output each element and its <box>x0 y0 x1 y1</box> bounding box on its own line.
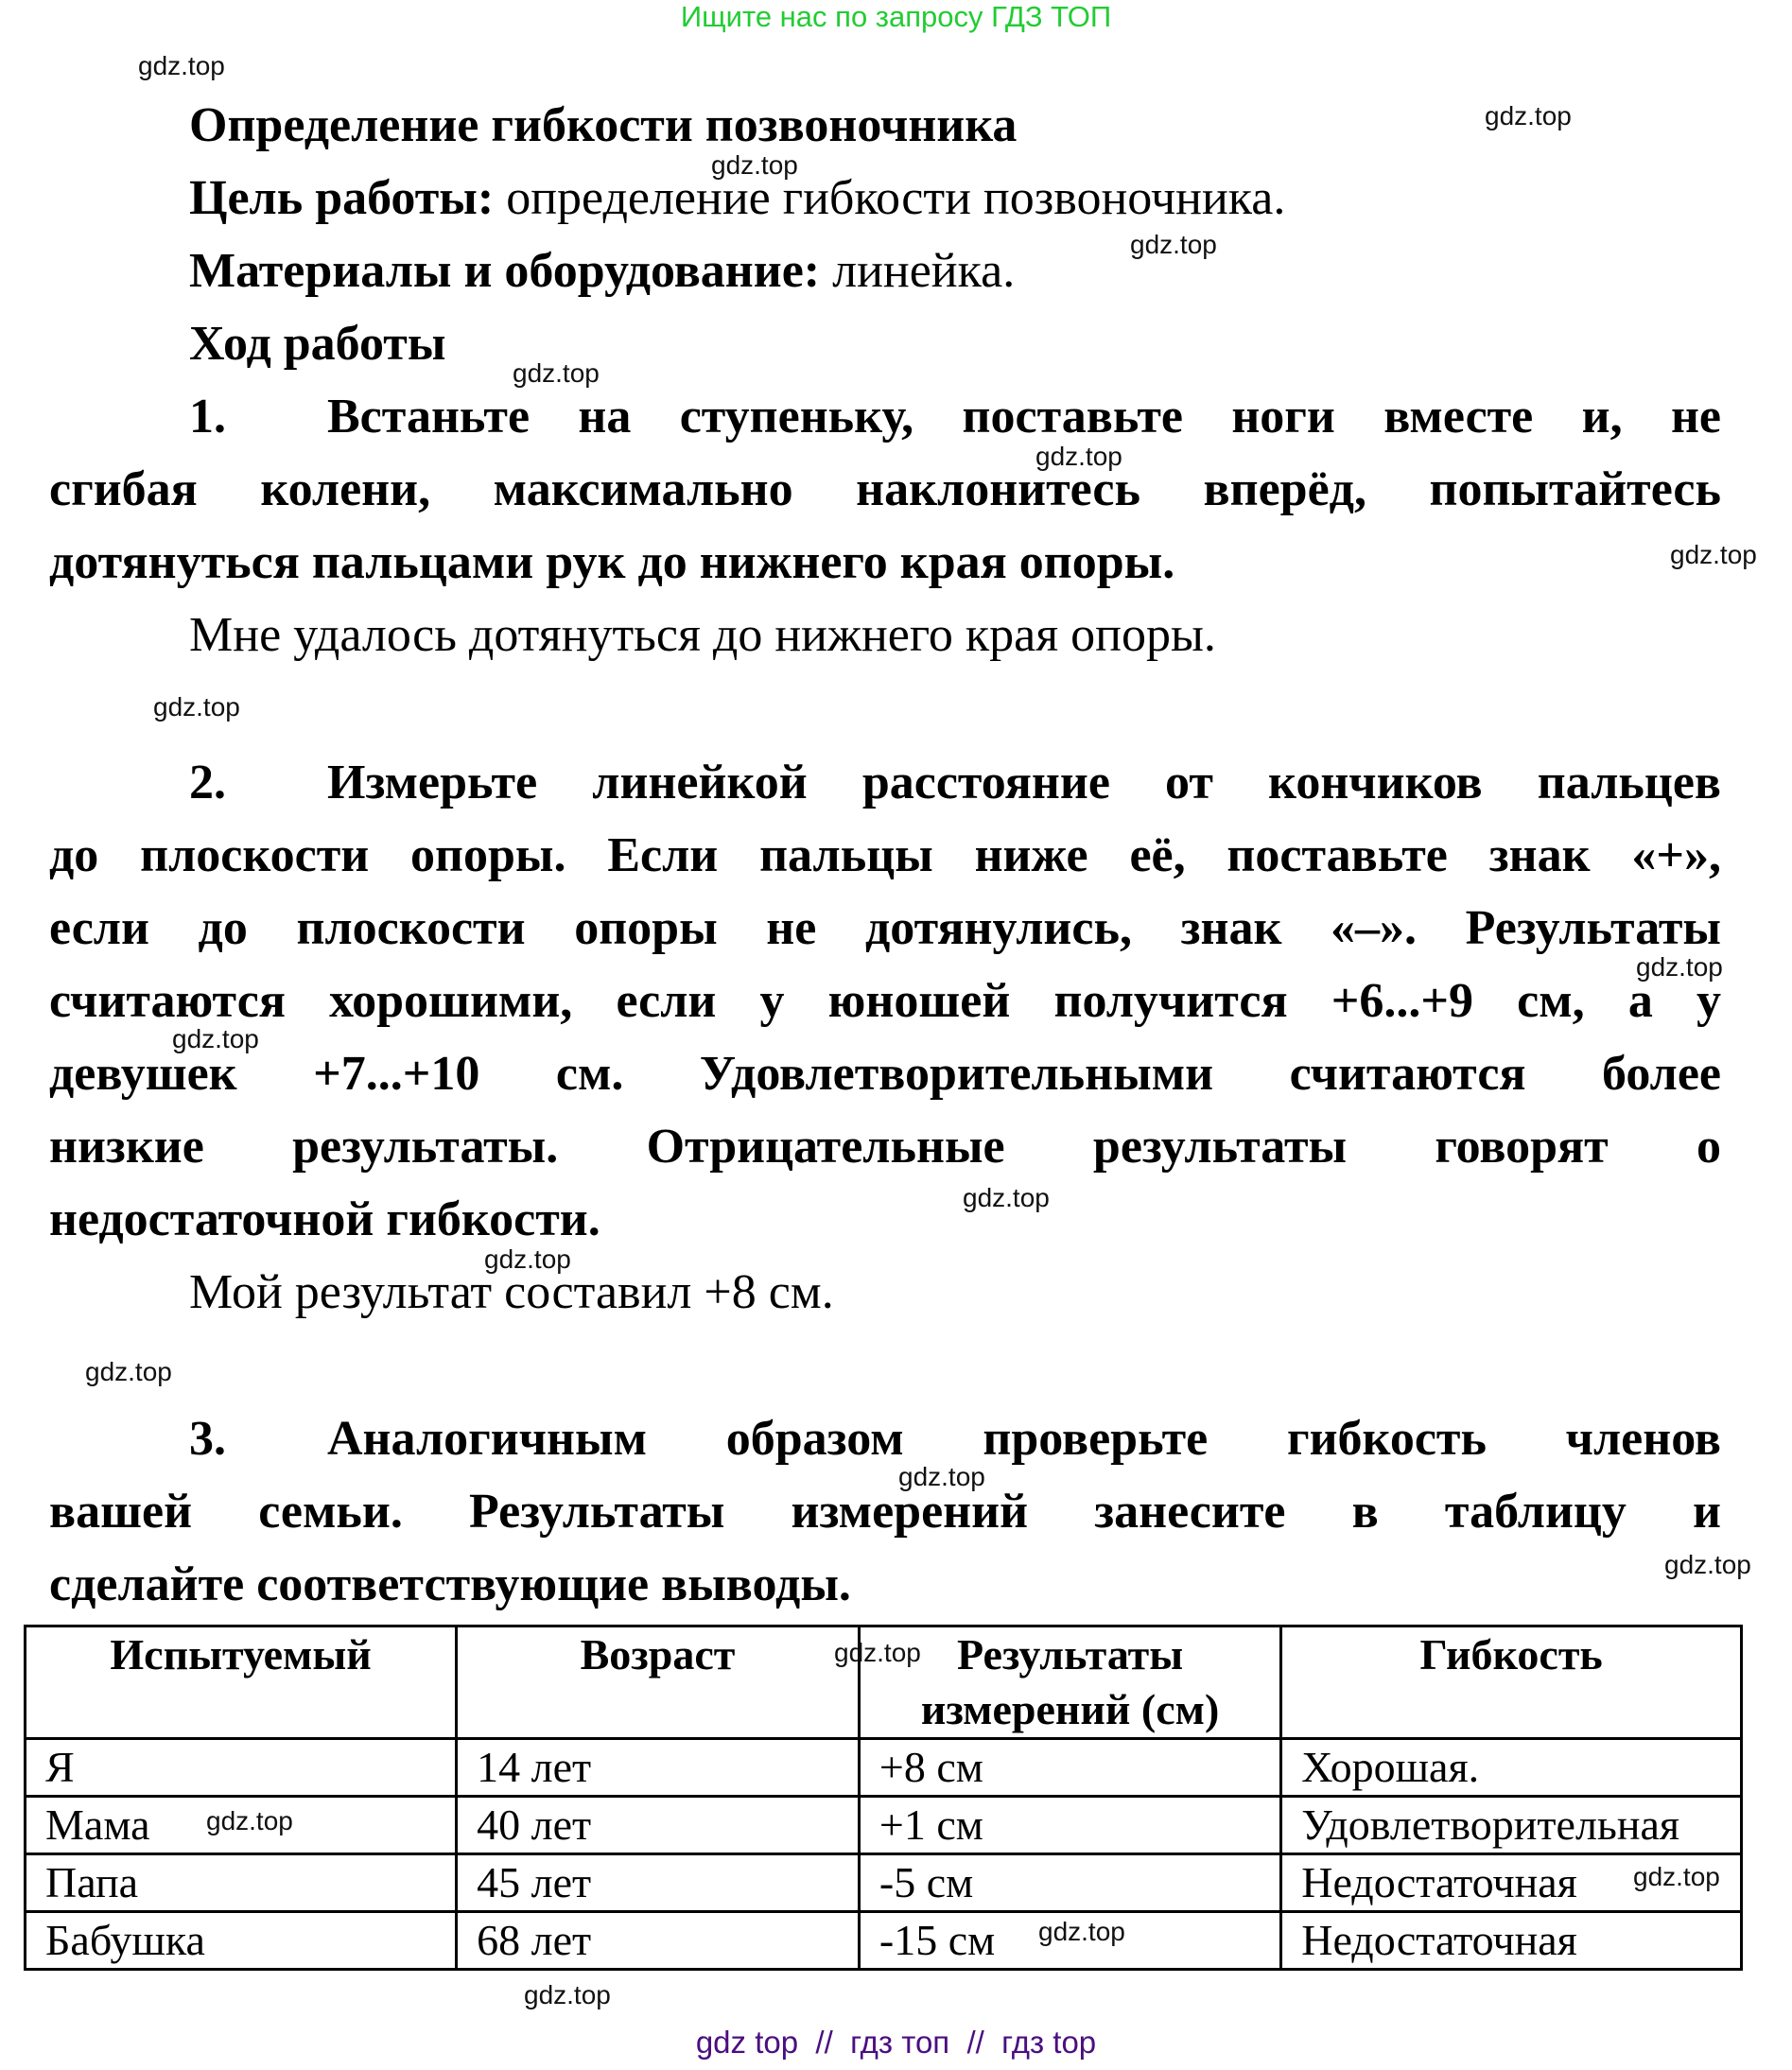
cell-age: 68 лет <box>457 1912 860 1970</box>
watermark: gdz.top <box>1664 1550 1751 1579</box>
materials-text: линейка. <box>820 244 1016 298</box>
watermark: gdz.top <box>1035 442 1122 471</box>
watermark: gdz.top <box>1636 952 1723 982</box>
search-banner[interactable]: Ищите нас по запросу ГДЗ ТОП <box>680 0 1112 33</box>
table-row <box>26 1912 1742 1970</box>
watermark: gdz.top <box>834 1638 921 1667</box>
cell-result: +1 см <box>859 1797 1280 1854</box>
watermark: gdz.top <box>484 1244 571 1274</box>
watermark: gdz.top <box>1130 230 1217 259</box>
table-row <box>26 1854 1742 1912</box>
header-results: Результаты измерений (см) <box>859 1626 1280 1739</box>
watermark: gdz.top <box>898 1462 985 1491</box>
materials-label: Материалы и оборудование: <box>189 244 821 298</box>
step-3-line-2: вашей семьи. Результаты измерений занесите в таблицу и <box>49 1485 1721 1539</box>
watermark: gdz.top <box>1485 101 1572 130</box>
results-table <box>24 1625 1743 1971</box>
step-2-line-1 <box>189 755 1721 811</box>
watermark: gdz.top <box>1633 1862 1720 1891</box>
cell-flexibility: Недостаточная <box>1281 1854 1742 1912</box>
watermark: gdz.top <box>153 692 240 722</box>
procedure-heading: Ход работы <box>189 317 446 371</box>
step-2-line-5: девушек +7...+10 см. Удовлетворительными считаются более <box>49 1047 1721 1101</box>
step-1-line-1 <box>189 389 1721 445</box>
step-2-line-4: считаются хорошими, если у юношей получится +6...+9 см, а у <box>49 974 1721 1028</box>
cell-result: -5 см <box>859 1854 1280 1912</box>
cell-flexibility: Хорошая. <box>1281 1739 1742 1797</box>
step-2-line-2: до плоскости опоры. Если пальцы ниже её, поставьте знак «+», <box>49 828 1721 882</box>
cell-flexibility: Недостаточная <box>1281 1912 1742 1970</box>
cell-subject: Я <box>26 1739 457 1797</box>
step-2-line-6: низкие результаты. Отрицательные результаты говорят о <box>49 1120 1721 1174</box>
cell-result: -15 см <box>859 1912 1280 1970</box>
table-row <box>26 1739 1742 1797</box>
header-age: Возраст <box>457 1626 860 1739</box>
watermark: gdz.top <box>138 51 225 80</box>
step-2-text: Измерьте линейкой расстояние от кончиков пальцев <box>327 756 1721 809</box>
watermark: gdz.top <box>513 358 600 388</box>
step-1-line-2: сгибая колени, максимально наклонитесь вперёд, попытайтесь <box>49 462 1721 516</box>
watermark: gdz.top <box>963 1183 1050 1212</box>
watermark: gdz.top <box>1670 540 1757 569</box>
materials-line <box>189 243 1015 300</box>
step-1-line-3: дотянуться пальцами рук до нижнего края опоры. <box>49 535 1175 589</box>
step-2-line-7: недостаточной гибкости. <box>49 1192 600 1246</box>
step-1-number: 1. <box>189 390 226 444</box>
cell-age: 45 лет <box>457 1854 860 1912</box>
header-flexibility: Гибкость <box>1281 1626 1742 1739</box>
footer-links[interactable]: gdz top // гдз топ // гдз top <box>695 2025 1097 2060</box>
step-2-line-3: если до плоскости опоры не дотянулись, знак «–». Результаты <box>49 901 1721 955</box>
goal-line <box>189 170 1285 227</box>
cell-subject: Папа <box>26 1854 457 1912</box>
cell-age: 40 лет <box>457 1797 860 1854</box>
goal-label: Цель работы: <box>189 171 495 225</box>
cell-result: +8 см <box>859 1739 1280 1797</box>
step-3-line-3: сделайте соответствующие выводы. <box>49 1557 851 1611</box>
watermark: gdz.top <box>85 1357 172 1386</box>
cell-subject: Мама <box>26 1797 457 1854</box>
watermark: gdz.top <box>172 1024 259 1053</box>
step-3-number: 3. <box>189 1412 226 1466</box>
page-title: Определение гибкости позвоночника <box>189 98 1018 152</box>
step-1-answer: Мне удалось дотянуться до нижнего края опоры. <box>189 608 1216 662</box>
step-3-line-1 <box>189 1411 1721 1468</box>
watermark: gdz.top <box>711 150 798 180</box>
step-1-text: Встаньте на ступеньку, поставьте ноги вместе и, не <box>327 390 1721 444</box>
goal-text: определение гибкости позвоночника. <box>494 171 1286 225</box>
cell-subject: Бабушка <box>26 1912 457 1970</box>
header-subject: Испытуемый <box>26 1626 457 1739</box>
watermark: gdz.top <box>1038 1917 1125 1946</box>
step-2-answer: Мой результат составил +8 см. <box>189 1265 834 1319</box>
cell-age: 14 лет <box>457 1739 860 1797</box>
watermark: gdz.top <box>206 1806 293 1835</box>
watermark: gdz.top <box>524 1980 611 2009</box>
step-2-number: 2. <box>189 756 226 809</box>
cell-flexibility: Удовлетворительная <box>1281 1797 1742 1854</box>
step-3-text: Аналогичным образом проверьте гибкость членов <box>327 1412 1721 1466</box>
